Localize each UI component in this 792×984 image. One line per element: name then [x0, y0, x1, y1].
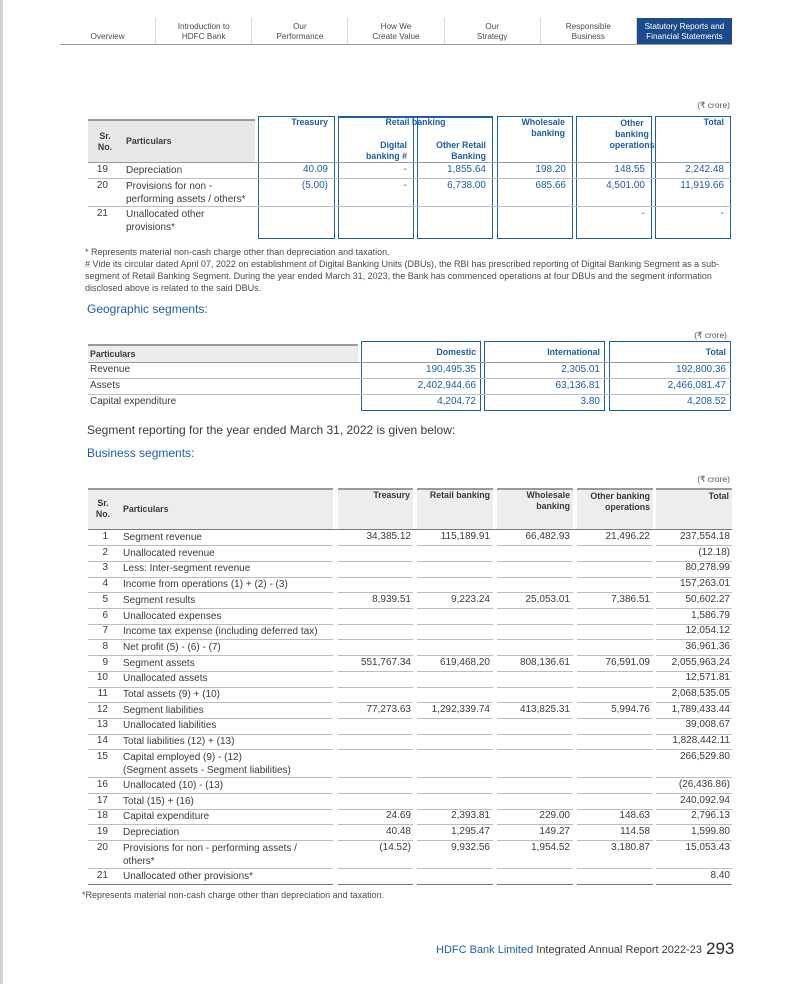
footer-report-title — [436, 944, 702, 956]
row-rule — [497, 545, 573, 546]
total-cell: 4,208.52 — [687, 396, 726, 407]
international-cell: 63,136.81 — [555, 380, 600, 391]
row-rule — [417, 545, 493, 546]
particulars-cell: Segment assets — [123, 657, 195, 669]
row-rule — [417, 749, 493, 750]
col-sr: Sr. No. — [95, 498, 111, 519]
row-rule — [88, 206, 732, 207]
row-rule — [417, 718, 493, 719]
row-rule — [577, 749, 653, 750]
row-rule — [338, 824, 413, 825]
total-cell: 2,796.13 — [691, 810, 730, 822]
total-cell: 80,278.99 — [685, 562, 730, 574]
treasury-cell: 551,767.34 — [360, 656, 411, 668]
other-ops-cell: - — [641, 208, 645, 219]
sr-cell: 17 — [96, 794, 108, 806]
domestic-cell: 2,402,944.66 — [417, 380, 476, 391]
total-cell: 36,961.36 — [685, 640, 730, 652]
header-rule — [88, 488, 333, 490]
row-rule — [497, 718, 573, 719]
row-rule — [577, 608, 653, 609]
domestic-cell: 190,495.35 — [425, 364, 476, 375]
header-rule — [88, 119, 255, 121]
row-rule — [88, 824, 333, 825]
row-rule — [656, 824, 732, 825]
wholesale-cell: 149.27 — [539, 825, 570, 837]
particulars-cell: Capital expenditure — [123, 811, 210, 823]
row-rule — [497, 777, 573, 778]
row-rule — [497, 687, 573, 688]
row-rule — [338, 777, 413, 778]
nav-tab[interactable] — [541, 18, 637, 44]
col-other-retail: Other Retail Banking — [436, 140, 486, 161]
row-rule — [88, 178, 732, 179]
sr-cell: 16 — [96, 778, 108, 790]
nav-tab-label: Statutory Reports and Financial Statements — [644, 22, 725, 41]
total-cell: 12,571.81 — [685, 672, 730, 684]
sr-cell: 1 — [102, 531, 108, 542]
sr-cell: 14 — [96, 735, 108, 747]
row-rule — [577, 718, 653, 719]
header-rule — [88, 344, 358, 346]
nav-tab-label: Responsible Business — [565, 22, 611, 41]
sr-cell: 12 — [96, 703, 108, 715]
row-rule — [338, 884, 413, 885]
footnote-business: *Represents material non-cash charge other than depreciation and taxation. — [82, 890, 385, 900]
row-rule — [497, 624, 573, 625]
row-rule — [497, 793, 573, 794]
other-ops-cell: 5,994.76 — [611, 703, 650, 715]
retail-cell: 1,292,339.74 — [431, 703, 490, 715]
row-rule — [577, 824, 653, 825]
total-cell: 266,529.80 — [679, 750, 730, 762]
total-cell: 1,789,433.44 — [671, 703, 730, 715]
row-rule — [577, 793, 653, 794]
row-rule — [338, 624, 413, 625]
retail-cell: 115,189.91 — [440, 531, 490, 542]
wholesale-cell: 229.00 — [539, 810, 570, 822]
col-retail: Retail banking — [429, 490, 490, 500]
particulars-cell: Capital employed (9) - (12) (Segment assets - Segment liabilities) — [123, 751, 291, 776]
row-rule — [417, 793, 493, 794]
particulars-cell: Capital expenditure — [90, 396, 177, 407]
row-rule — [417, 577, 493, 578]
nav-tab[interactable] — [445, 18, 541, 44]
row-rule — [497, 868, 573, 869]
row-rule — [417, 868, 493, 869]
other-ops-cell: 114.58 — [620, 825, 650, 837]
other-ops-cell: 148.55 — [614, 164, 645, 175]
sr-cell: 21 — [96, 208, 108, 219]
total-cell: 1,586.79 — [691, 609, 730, 621]
wholesale-cell: 198.20 — [535, 164, 566, 175]
row-rule — [417, 777, 493, 778]
total-cell: - — [720, 208, 724, 219]
treasury-cell: (5.00) — [301, 180, 328, 191]
treasury-cell: 40.48 — [385, 825, 411, 837]
treasury-cell: 40.09 — [302, 164, 328, 175]
row-rule — [577, 777, 653, 778]
col-digital: Digital banking # — [365, 140, 407, 161]
sr-cell: 19 — [96, 164, 108, 175]
wholesale-cell: 413,825.31 — [519, 703, 570, 715]
sr-cell: 10 — [96, 672, 108, 684]
row-rule — [417, 671, 493, 672]
header-bottom-rule — [88, 162, 732, 163]
domestic-cell: 4,204.72 — [437, 396, 476, 407]
page-edge-bar — [0, 0, 3, 984]
col-treasury: Treasury — [373, 490, 410, 500]
nav-tab-label: Introduction to HDFC Bank — [177, 22, 230, 41]
col-retail: Retail banking — [385, 117, 446, 127]
row-rule — [417, 608, 493, 609]
row-rule — [497, 561, 573, 562]
nav-tab-label: How We Create Value — [372, 22, 420, 41]
particulars-cell: Segment liabilities — [123, 704, 204, 716]
sr-cell: 15 — [96, 750, 108, 762]
col-total: Total — [708, 491, 729, 501]
row-rule — [497, 734, 573, 735]
nav-tab[interactable] — [348, 18, 444, 44]
row-rule — [577, 639, 653, 640]
row-rule — [338, 561, 413, 562]
other-retail-cell: 6,738.00 — [447, 180, 486, 191]
section-nav — [60, 18, 732, 45]
header-rule — [577, 488, 653, 490]
row-rule — [338, 671, 413, 672]
other-ops-cell: 148.63 — [619, 810, 650, 822]
sr-cell: 20 — [96, 180, 108, 191]
row-rule — [338, 639, 413, 640]
treasury-cell: 34,385.12 — [366, 531, 411, 542]
total-cell: 15,053.43 — [685, 841, 730, 853]
retail-cell: 1,295.47 — [451, 825, 490, 837]
col-particulars: Particulars — [90, 349, 136, 359]
nav-tab-label: Overview — [90, 32, 125, 41]
particulars-cell: Segment revenue — [123, 532, 202, 543]
particulars-cell: Segment results — [123, 594, 196, 606]
footer-report: Integrated Annual Report 2022-23 — [533, 944, 702, 956]
total-cell: 2,466,081.47 — [667, 380, 726, 391]
row-rule — [656, 884, 732, 885]
particulars-cell: Unallocated other provisions* — [126, 209, 205, 233]
particulars-cell: Depreciation — [126, 165, 183, 176]
particulars-cell: Revenue — [90, 364, 131, 375]
row-rule — [577, 868, 653, 869]
row-rule — [88, 639, 333, 640]
col-treasury: Treasury — [291, 117, 328, 127]
nav-tab[interactable] — [60, 18, 156, 44]
particulars-cell: Less: Inter-segment revenue — [123, 563, 251, 575]
total-cell: 192,800.36 — [675, 364, 726, 375]
wholesale-cell: 685.66 — [535, 180, 566, 191]
col-wholesale: Wholesale banking — [521, 117, 565, 138]
wholesale-cell: 66,482.93 — [525, 531, 570, 542]
row-rule — [338, 793, 413, 794]
sr-cell: 5 — [102, 593, 108, 605]
total-cell: 50,602.27 — [685, 593, 730, 605]
geographic-segments-title: Geographic segments: — [87, 302, 208, 316]
row-rule — [417, 824, 493, 825]
row-rule — [497, 749, 573, 750]
particulars-cell: Unallocated revenue — [123, 547, 215, 559]
particulars-cell: Unallocated (10) - (13) — [123, 779, 224, 791]
particulars-cell: Provisions for non - performing assets / others* — [123, 842, 297, 867]
particulars-cell: Total (15) + (16) — [123, 795, 194, 807]
wholesale-cell: 25,053.01 — [525, 593, 570, 605]
row-rule — [338, 577, 413, 578]
sr-cell: 18 — [96, 810, 108, 822]
treasury-cell: 8,939.51 — [372, 593, 411, 605]
total-cell: (26,436.86) — [678, 778, 730, 790]
wholesale-cell: 1,954.52 — [531, 841, 570, 853]
col-other-ops: Other banking operations — [590, 491, 650, 512]
particulars-cell: Unallocated other provisions* — [123, 870, 254, 882]
footnote-hash: # Vide its circular dated April 07, 2022 on establishment of Digital Banking Units (DBUs), the RBI has prescribed reporting of Digital Banking Segment as a sub-segment of Retail Banking Segment. During the year ended March 31, 2023, the Bank has commenced operations at four DBUs and the segment information disclosed above is related to the said DBUs. — [85, 259, 720, 293]
other-ops-cell: 4,501.00 — [606, 180, 645, 191]
business-segments-title: Business segments: — [87, 446, 195, 460]
sr-cell: 4 — [102, 578, 108, 590]
retail-cell: 9,932.56 — [451, 841, 490, 853]
row-rule — [88, 394, 732, 395]
wholesale-cell: 808,136.61 — [519, 656, 570, 668]
row-rule — [338, 749, 413, 750]
row-rule — [338, 734, 413, 735]
row-rule — [577, 884, 653, 885]
total-cell: 2,242.48 — [685, 164, 724, 175]
col-wholesale: Wholesale banking — [526, 490, 570, 511]
header-bottom-rule — [88, 362, 732, 363]
row-rule — [577, 734, 653, 735]
total-cell: 2,068,535.05 — [671, 688, 730, 699]
treasury-cell: (14.52) — [379, 841, 411, 853]
unit-label: (₹ crore) — [697, 100, 730, 110]
total-cell: 11,919.66 — [680, 180, 724, 191]
total-cell: 12,054.12 — [685, 625, 730, 637]
row-rule — [656, 639, 732, 640]
row-rule — [417, 687, 493, 688]
international-cell: 3.80 — [580, 396, 600, 407]
row-rule — [577, 561, 653, 562]
row-rule — [338, 868, 413, 869]
row-rule — [497, 824, 573, 825]
particulars-cell: Unallocated assets — [123, 673, 208, 685]
row-rule — [88, 884, 333, 885]
row-rule — [338, 687, 413, 688]
row-rule — [338, 608, 413, 609]
sr-cell: 19 — [96, 825, 108, 837]
particulars-cell: Net profit (5) - (6) - (7) — [123, 641, 221, 653]
treasury-cell: 77,273.63 — [366, 703, 411, 715]
retail-cell: 2,393.81 — [451, 810, 490, 822]
footnote-asterisk: * Represents material non-cash charge other than depreciation and taxation. — [85, 247, 390, 257]
row-rule — [417, 624, 493, 625]
sr-cell: 8 — [102, 640, 108, 652]
col-sr: Sr. No. — [97, 131, 113, 152]
row-rule — [497, 608, 573, 609]
particulars-cell: Total assets (9) + (10) — [123, 689, 220, 700]
nav-tab[interactable] — [252, 18, 348, 44]
row-rule — [417, 561, 493, 562]
particulars-cell: Total liabilities (12) + (13) — [123, 736, 235, 748]
digital-cell: - — [403, 180, 407, 191]
sr-cell: 20 — [96, 841, 108, 853]
row-rule — [577, 624, 653, 625]
unit-label-business: (₹ crore) — [697, 474, 730, 484]
page-number: 293 — [706, 939, 735, 958]
header-rule — [656, 488, 732, 490]
col-particulars: Particulars — [126, 136, 172, 146]
row-rule — [577, 577, 653, 578]
total-cell: 39,008.67 — [685, 719, 730, 731]
other-ops-cell: 7,386.51 — [611, 593, 650, 605]
row-rule — [497, 577, 573, 578]
other-retail-cell: 1,855.64 — [447, 164, 486, 175]
segment-reporting-text: Segment reporting for the year ended March 31, 2022 is given below: — [87, 423, 456, 437]
retail-cell: 9,223.24 — [451, 593, 490, 605]
row-rule — [88, 378, 732, 379]
total-cell: 237,554.18 — [679, 531, 730, 542]
total-cell: 157,263.01 — [679, 578, 730, 590]
sr-cell: 21 — [96, 869, 108, 881]
sr-cell: 6 — [102, 609, 108, 621]
row-rule — [577, 671, 653, 672]
nav-tab-label: Our Performance — [276, 22, 324, 41]
nav-tab[interactable] — [156, 18, 252, 44]
row-rule — [497, 639, 573, 640]
particulars-cell: Provisions for non - performing assets / others* — [126, 181, 246, 205]
other-ops-cell: 21,496.22 — [605, 531, 650, 542]
row-rule — [417, 734, 493, 735]
row-rule — [577, 545, 653, 546]
particulars-cell: Depreciation — [123, 826, 180, 838]
col-total: Total — [705, 347, 726, 357]
sr-cell: 11 — [97, 688, 108, 699]
total-cell: 240,092.94 — [679, 794, 730, 806]
sr-cell: 2 — [102, 546, 108, 558]
row-rule — [338, 718, 413, 719]
unit-label-geo: (₹ crore) — [694, 330, 727, 340]
row-rule — [497, 884, 573, 885]
total-cell: 1,599.80 — [691, 825, 730, 837]
col-domestic: Domestic — [436, 347, 476, 357]
sr-cell: 7 — [102, 625, 108, 637]
total-cell: 2,055,963.24 — [671, 656, 730, 668]
international-cell: 2,305.01 — [561, 364, 600, 375]
header-bottom-rule — [88, 529, 732, 530]
other-ops-cell: 76,591.09 — [605, 656, 650, 668]
footer-brand: HDFC Bank Limited — [436, 944, 534, 956]
particulars-cell: Assets — [90, 380, 121, 391]
row-rule — [417, 639, 493, 640]
row-rule — [338, 545, 413, 546]
nav-tab-label: Our Strategy — [476, 22, 508, 41]
other-ops-cell: 3,180.87 — [611, 841, 650, 853]
row-rule — [577, 687, 653, 688]
retail-cell: 619,468.20 — [439, 656, 490, 668]
row-rule — [497, 671, 573, 672]
nav-tab[interactable] — [637, 18, 732, 44]
sr-cell: 3 — [102, 562, 108, 574]
treasury-cell: 24.69 — [385, 810, 411, 822]
particulars-cell: Unallocated expenses — [123, 610, 222, 622]
sr-cell: 13 — [96, 719, 108, 731]
particulars-cell: Income tax expense (including deferred tax) — [123, 626, 318, 638]
total-cell: (12.18) — [698, 546, 730, 558]
particulars-cell: Unallocated liabilities — [123, 720, 217, 732]
col-other-ops: Other banking operations — [609, 118, 655, 150]
col-total: Total — [703, 117, 724, 127]
row-rule — [417, 884, 493, 885]
col-international: International — [547, 347, 600, 357]
sr-cell: 9 — [102, 656, 108, 668]
digital-cell: - — [403, 164, 407, 175]
particulars-cell: Income from operations (1) + (2) - (3) — [123, 579, 288, 591]
total-cell: 8.40 — [710, 869, 730, 881]
total-cell: 1,828,442.11 — [672, 735, 730, 747]
col-particulars: Particulars — [123, 504, 169, 514]
